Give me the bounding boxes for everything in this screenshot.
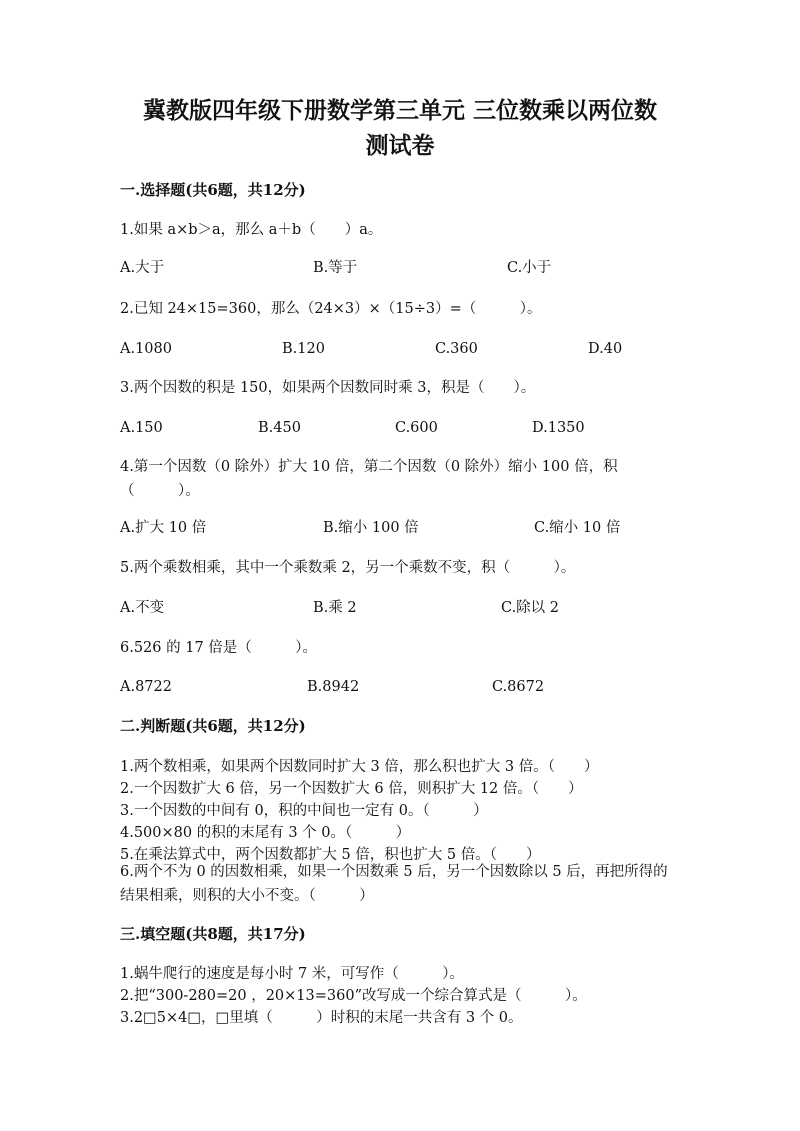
option-a: A.扩大 10 倍 bbox=[120, 520, 207, 536]
judgment-item: 1.两个数相乘，如果两个因数同时扩大 3 倍，那么积也扩大 3 倍。（ ） bbox=[120, 759, 599, 775]
judgment-item: 6.两个不为 0 的因数相乘，如果一个因数乘 5 后，另一个因数除以 5 后，再把所得的结果相乘，则积的大小不变。（ ） bbox=[120, 864, 668, 904]
option-a: A.8722 bbox=[120, 679, 172, 695]
option-b: B.8942 bbox=[307, 679, 360, 695]
option-b: B.120 bbox=[282, 341, 325, 357]
option-c: C.8672 bbox=[492, 679, 545, 695]
page-title-line1: 冀教版四年级下册数学第三单元 三位数乘以两位数 bbox=[142, 97, 657, 124]
fill-in-item: 3.2□5×4□，□里填（ ）时积的末尾一共含有 3 个 0。 bbox=[120, 1010, 523, 1026]
fill-in-item: 1.蜗牛爬行的速度是每小时 7 米，可写作（ ）。 bbox=[120, 966, 465, 982]
judgment-item: 5.在乘法算式中，两个因数都扩大 5 倍，积也扩大 5 倍。（ ） bbox=[120, 847, 541, 863]
option-b: B.等于 bbox=[313, 260, 358, 276]
page-title-line2: 测试卷 bbox=[365, 132, 435, 159]
option-d: D.1350 bbox=[532, 420, 585, 436]
option-a: A.1080 bbox=[120, 341, 172, 357]
option-b: B.缩小 100 倍 bbox=[323, 520, 419, 536]
option-a: A.大于 bbox=[120, 260, 165, 276]
option-c: C.小于 bbox=[507, 260, 552, 276]
question-text: 4.第一个因数（0 除外）扩大 10 倍，第二个因数（0 除外）缩小 100 倍，积（ ）。 bbox=[120, 459, 618, 499]
question-text: 5.两个乘数相乘，其中一个乘数乘 2，另一个乘数不变，积（ ）。 bbox=[120, 560, 576, 576]
section-heading-fill-in: 三.填空题(共8题，共17分) bbox=[120, 925, 306, 943]
question-text: 6.526 的 17 倍是（ ）。 bbox=[120, 640, 318, 656]
option-b: B.乘 2 bbox=[313, 600, 357, 616]
fill-in-item: 2.把“300-280=20 ，20×13=360”改写成一个综合算式是（ ）。 bbox=[120, 988, 587, 1004]
question-text: 1.如果 a×b＞a，那么 a＋b（ ）a。 bbox=[120, 222, 383, 238]
judgment-item: 2.一个因数扩大 6 倍，另一个因数扩大 6 倍，则积扩大 12 倍。（ ） bbox=[120, 781, 583, 797]
question-text: 3.两个因数的积是 150，如果两个因数同时乘 3，积是（ ）。 bbox=[120, 380, 536, 396]
option-d: D.40 bbox=[588, 341, 623, 357]
option-a: A.不变 bbox=[120, 600, 165, 616]
section-heading-choice: 一.选择题(共6题，共12分) bbox=[120, 181, 306, 199]
option-c: C.缩小 10 倍 bbox=[534, 520, 621, 536]
option-c: C.除以 2 bbox=[501, 600, 560, 616]
question-text: 2.已知 24×15=360，那么（24×3）×（15÷3）=（ ）。 bbox=[120, 301, 542, 317]
option-b: B.450 bbox=[258, 420, 301, 436]
judgment-item: 3.一个因数的中间有 0，积的中间也一定有 0。（ ） bbox=[120, 803, 488, 819]
option-c: C.360 bbox=[435, 341, 478, 357]
option-c: C.600 bbox=[395, 420, 438, 436]
section-heading-judgment: 二.判断题(共6题，共12分) bbox=[120, 717, 306, 735]
option-a: A.150 bbox=[120, 420, 163, 436]
judgment-item: 4.500×80 的积的末尾有 3 个 0。（ ） bbox=[120, 825, 411, 841]
